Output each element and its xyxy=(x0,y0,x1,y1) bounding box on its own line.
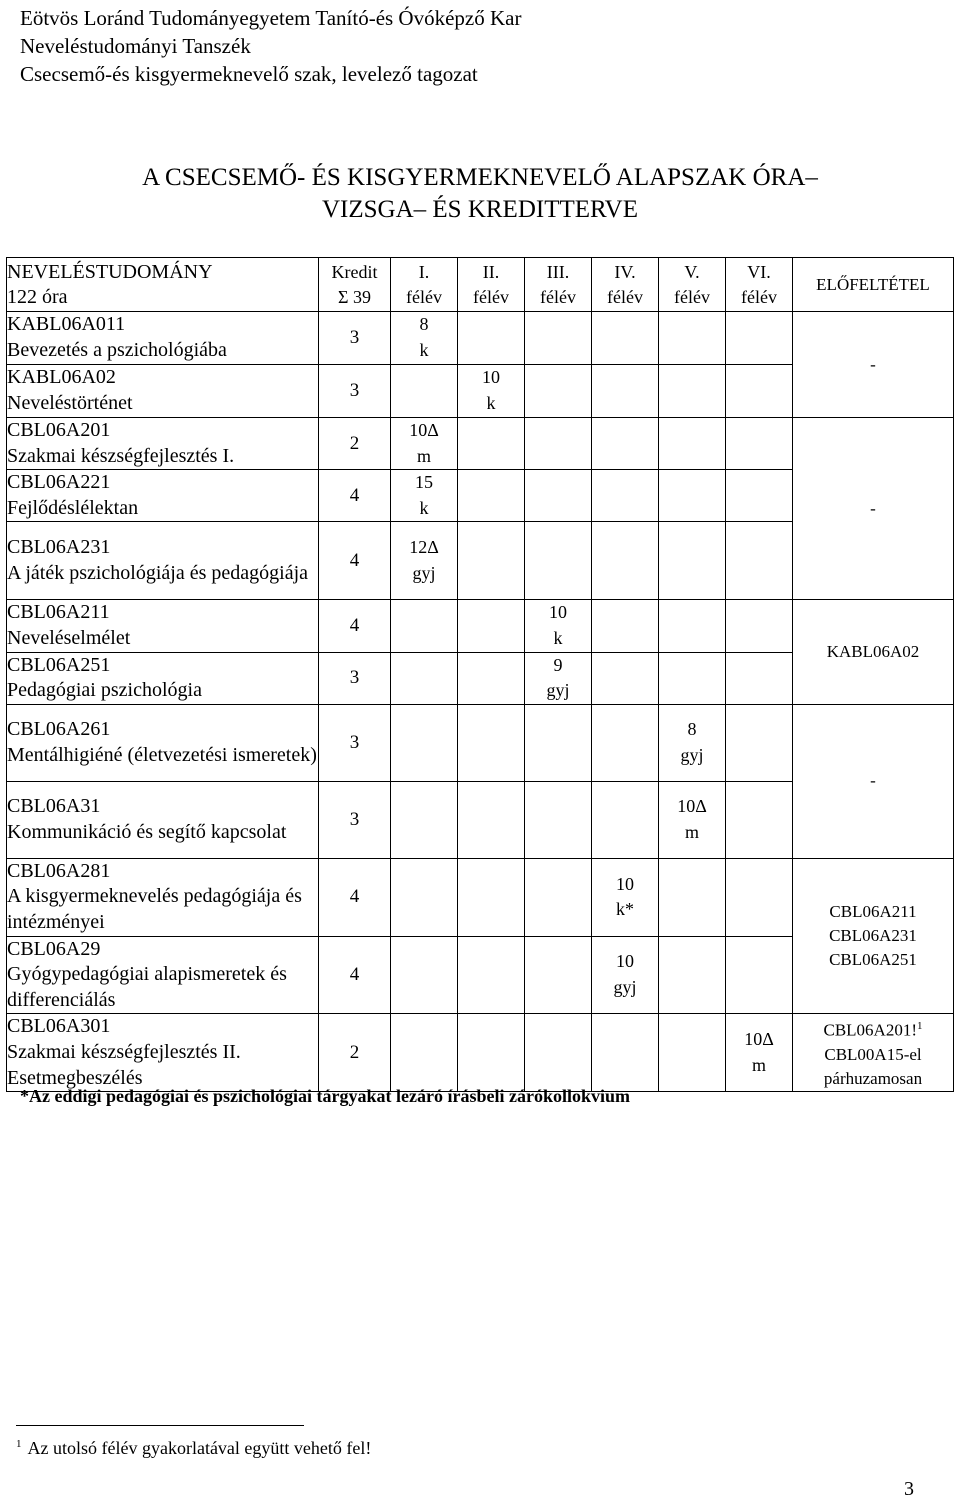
semester-word: félév xyxy=(473,286,509,307)
semester-word: félév xyxy=(674,286,710,307)
semester-word: félév xyxy=(607,286,643,307)
semester-number: I. xyxy=(418,261,430,282)
semester-header xyxy=(592,258,659,312)
subject-name: Bevezetés a pszichológiába xyxy=(7,339,227,361)
title-line-2: VIZSGA– ÉS KREDITTERVE xyxy=(321,196,639,223)
subject-name: Gyógypedagógiai alapismeretek és differenciálás xyxy=(7,963,287,1011)
semester-empty-cell xyxy=(525,1014,592,1092)
semester-empty-cell xyxy=(525,522,592,600)
exam-type: gyj xyxy=(546,680,570,701)
semester-empty-cell xyxy=(592,652,659,704)
semester-header xyxy=(726,258,793,312)
semester-empty-cell xyxy=(525,936,592,1014)
semester-empty-cell xyxy=(726,365,793,418)
semester-value-cell xyxy=(391,522,458,600)
semester-empty-cell xyxy=(458,781,525,858)
semester-empty-cell xyxy=(659,418,726,470)
document-header xyxy=(20,4,521,88)
semester-word: félév xyxy=(540,286,576,307)
subject-name: Kommunikáció és segítő kapcsolat xyxy=(7,820,287,843)
footnote-reference: 1 xyxy=(917,1020,923,1033)
prereq-item: CBL06A231 xyxy=(829,926,917,946)
prereq-cell xyxy=(793,418,954,600)
department-name: Neveléstudományi Tanszék xyxy=(20,34,251,58)
table-row xyxy=(7,704,954,781)
subject-cell xyxy=(7,858,319,936)
semester-value-cell xyxy=(391,312,458,365)
curriculum-table xyxy=(6,257,954,1092)
prereq-header: ELŐFELTÉTEL xyxy=(793,258,954,312)
subject-name: Neveléstörténet xyxy=(7,392,133,414)
semester-empty-cell xyxy=(391,365,458,418)
hours-value: 8 xyxy=(687,719,697,740)
credit-cell: 3 xyxy=(319,704,391,781)
semester-empty-cell xyxy=(458,652,525,704)
credit-cell: 2 xyxy=(319,418,391,470)
semester-empty-cell xyxy=(726,936,793,1014)
subject-cell xyxy=(7,470,319,522)
semester-word: félév xyxy=(406,286,442,307)
semester-header xyxy=(659,258,726,312)
credit-cell: 3 xyxy=(319,365,391,418)
subject-code: CBL06A211 xyxy=(7,601,110,624)
subject-cell xyxy=(7,418,319,470)
credit-label: Kredit xyxy=(331,261,378,282)
semester-number: IV. xyxy=(614,261,636,282)
hours-value: 10Δ xyxy=(409,420,439,440)
table-row xyxy=(7,858,954,936)
exam-type: gyj xyxy=(680,744,704,765)
semester-empty-cell xyxy=(592,312,659,365)
prereq-cell xyxy=(793,704,954,858)
subject-code: CBL06A261 xyxy=(7,718,111,741)
semester-value-cell xyxy=(592,936,659,1014)
footnote-marker: 1 xyxy=(16,1438,22,1450)
semester-empty-cell xyxy=(659,1014,726,1092)
semester-empty-cell xyxy=(659,600,726,652)
semester-empty-cell xyxy=(726,704,793,781)
title-line-1: A CSECSEMŐ- ÉS KISGYERMEKNEVELŐ ALAPSZAK ÓRA– xyxy=(142,164,818,191)
prereq-item: CBL06A251 xyxy=(829,950,917,970)
subject-name: A kisgyermeknevelés pedagógiája és intézményei xyxy=(7,885,302,933)
semester-header xyxy=(458,258,525,312)
footnote-separator xyxy=(16,1425,304,1426)
footnote-text: Az utolsó félév gyakorlatával együtt vehető fel! xyxy=(27,1438,372,1458)
subject-code: CBL06A301 xyxy=(7,1015,111,1038)
exam-type: k xyxy=(553,627,563,648)
area-name: NEVELÉSTUDOMÁNY xyxy=(7,260,213,283)
table-row xyxy=(7,418,954,470)
subject-code: CBL06A231 xyxy=(7,536,111,559)
semester-empty-cell xyxy=(659,470,726,522)
subject-cell xyxy=(7,1014,319,1092)
hours-value: 10 xyxy=(616,951,634,972)
credit-sum: Σ 39 xyxy=(338,286,371,307)
subject-name: Fejlődéslélektan xyxy=(7,496,139,519)
credit-cell: 4 xyxy=(319,936,391,1014)
table-row xyxy=(7,600,954,652)
footnote xyxy=(16,1438,371,1459)
prereq-item: párhuzamosan xyxy=(823,1069,923,1089)
semester-empty-cell xyxy=(726,858,793,936)
semester-empty-cell xyxy=(592,600,659,652)
subject-cell xyxy=(7,312,319,365)
semester-empty-cell xyxy=(726,781,793,858)
semester-value-cell xyxy=(659,704,726,781)
semester-empty-cell xyxy=(659,522,726,600)
credit-cell: 3 xyxy=(319,312,391,365)
credit-cell: 4 xyxy=(319,522,391,600)
semester-empty-cell xyxy=(726,522,793,600)
semester-value-cell xyxy=(391,418,458,470)
semester-value-cell xyxy=(525,600,592,652)
subject-cell xyxy=(7,365,319,418)
semester-empty-cell xyxy=(659,312,726,365)
subject-name: Pedagógiai pszichológia xyxy=(7,679,202,702)
semester-empty-cell xyxy=(391,936,458,1014)
semester-number: V. xyxy=(684,261,700,282)
subject-cell xyxy=(7,522,319,600)
semester-empty-cell xyxy=(391,600,458,652)
semester-empty-cell xyxy=(659,365,726,418)
page-number: 3 xyxy=(904,1478,914,1500)
subject-cell xyxy=(7,704,319,781)
subject-code: CBL06A221 xyxy=(7,471,111,494)
semester-empty-cell xyxy=(458,312,525,365)
subject-code: CBL06A31 xyxy=(7,795,101,818)
credit-cell: 4 xyxy=(319,600,391,652)
semester-empty-cell xyxy=(391,652,458,704)
semester-empty-cell xyxy=(458,418,525,470)
semester-empty-cell xyxy=(391,858,458,936)
semester-number: III. xyxy=(546,261,570,282)
prereq-cell xyxy=(793,312,954,418)
subject-code: CBL06A251 xyxy=(7,653,111,676)
page-title xyxy=(0,162,960,226)
subject-cell xyxy=(7,652,319,704)
semester-empty-cell xyxy=(391,1014,458,1092)
exam-type: m xyxy=(416,445,431,466)
exam-type: k xyxy=(419,340,429,360)
header-credit-cell xyxy=(319,258,391,312)
subject-code: CBL06A281 xyxy=(7,859,111,882)
exam-type: k xyxy=(419,497,429,518)
semester-word: félév xyxy=(741,286,777,307)
prereq-item: - xyxy=(870,498,876,518)
program-name: Csecsemő-és kisgyermeknevelő szak, levelező tagozat xyxy=(20,62,478,86)
hours-value: 10Δ xyxy=(677,796,707,817)
hours-value: 10Δ xyxy=(744,1029,774,1050)
semester-empty-cell xyxy=(726,312,793,365)
institution-name: Eötvös Loránd Tudományegyetem Tanító-és Óvóképző Kar xyxy=(20,6,522,30)
header-area-cell xyxy=(7,258,319,312)
semester-empty-cell xyxy=(458,704,525,781)
subject-code: KABL06A011 xyxy=(7,313,126,336)
semester-empty-cell xyxy=(592,522,659,600)
semester-empty-cell xyxy=(726,418,793,470)
hours-value: 12Δ xyxy=(409,537,439,558)
semester-empty-cell xyxy=(592,418,659,470)
semester-empty-cell xyxy=(458,1014,525,1092)
semester-value-cell xyxy=(726,1014,793,1092)
subject-cell xyxy=(7,781,319,858)
semester-empty-cell xyxy=(458,936,525,1014)
semester-empty-cell xyxy=(525,470,592,522)
exam-type: gyj xyxy=(412,562,436,583)
semester-value-cell xyxy=(391,470,458,522)
semester-empty-cell xyxy=(458,470,525,522)
prereq-cell xyxy=(793,858,954,1014)
semester-number: II. xyxy=(482,261,500,282)
subject-cell xyxy=(7,600,319,652)
semester-empty-cell xyxy=(525,365,592,418)
semester-empty-cell xyxy=(458,522,525,600)
semester-empty-cell xyxy=(391,781,458,858)
semester-empty-cell xyxy=(525,312,592,365)
semester-empty-cell xyxy=(525,781,592,858)
semester-empty-cell xyxy=(525,704,592,781)
prereq-item: CBL06A201!$^1$ xyxy=(823,1020,923,1041)
exam-type: gyj xyxy=(613,976,637,997)
subject-code: CBL06A29 xyxy=(7,937,101,960)
semester-value-cell xyxy=(525,652,592,704)
credit-cell: 3 xyxy=(319,652,391,704)
credit-cell: 4 xyxy=(319,858,391,936)
subject-name: Szakmai készségfejlesztés II. Esetmegbeszélés xyxy=(7,1040,241,1089)
prereq-item: KABL06A02 xyxy=(826,642,920,662)
semester-empty-cell xyxy=(525,418,592,470)
prereq-cell xyxy=(793,1014,954,1092)
exam-type: k xyxy=(486,393,496,413)
semester-empty-cell xyxy=(592,1014,659,1092)
subject-name: Mentálhigiéné (életvezetési ismeretek) xyxy=(7,743,317,766)
semester-empty-cell xyxy=(659,652,726,704)
exam-type: k* xyxy=(616,899,634,920)
prereq-item: - xyxy=(870,771,876,791)
semester-value-cell xyxy=(659,781,726,858)
subject-name: Neveléselmélet xyxy=(7,626,131,649)
semester-number: VI. xyxy=(747,261,771,282)
semester-header xyxy=(525,258,592,312)
total-hours: 122 óra xyxy=(7,285,68,308)
hours-value: 10 xyxy=(549,602,567,623)
subject-cell xyxy=(7,936,319,1014)
semester-value-cell xyxy=(592,858,659,936)
hours-value: 10 xyxy=(616,873,634,894)
semester-empty-cell xyxy=(726,470,793,522)
semester-empty-cell xyxy=(726,600,793,652)
semester-empty-cell xyxy=(659,858,726,936)
table-row xyxy=(7,312,954,365)
hours-value: 10 xyxy=(482,367,500,388)
credit-cell: 3 xyxy=(319,781,391,858)
subject-code: CBL06A201 xyxy=(7,419,111,441)
semester-empty-cell xyxy=(391,704,458,781)
prereq-cell xyxy=(793,600,954,704)
exam-note: *Az eddigi pedagógiai és pszichológiai tárgyakat lezáró írásbeli zárókollokvium xyxy=(20,1086,630,1106)
prereq-item: CBL06A211 xyxy=(829,902,917,922)
credit-cell: 4 xyxy=(319,470,391,522)
subject-name: A játék pszichológiája és pedagógiája xyxy=(7,561,309,584)
semester-empty-cell xyxy=(525,858,592,936)
subject-name: Szakmai készségfejlesztés I. xyxy=(7,444,235,467)
semester-empty-cell xyxy=(458,600,525,652)
subject-code: KABL06A02 xyxy=(7,366,116,389)
hours-value: 15 xyxy=(415,472,433,493)
table-header-row xyxy=(7,258,954,312)
exam-type: m xyxy=(751,1054,766,1075)
semester-empty-cell xyxy=(659,936,726,1014)
prereq-item: - xyxy=(870,354,876,374)
semester-empty-cell xyxy=(592,704,659,781)
hours-value: 8 xyxy=(419,314,429,335)
prereq-item: CBL00A15-el xyxy=(824,1045,922,1065)
hours-value: 9 xyxy=(553,654,563,675)
semester-empty-cell xyxy=(592,781,659,858)
semester-empty-cell xyxy=(592,470,659,522)
semester-empty-cell xyxy=(592,365,659,418)
semester-empty-cell xyxy=(726,652,793,704)
semester-empty-cell xyxy=(458,858,525,936)
semester-value-cell xyxy=(458,365,525,418)
semester-header xyxy=(391,258,458,312)
table-row xyxy=(7,1014,954,1092)
credit-cell: 2 xyxy=(319,1014,391,1092)
exam-type: m xyxy=(684,821,699,842)
